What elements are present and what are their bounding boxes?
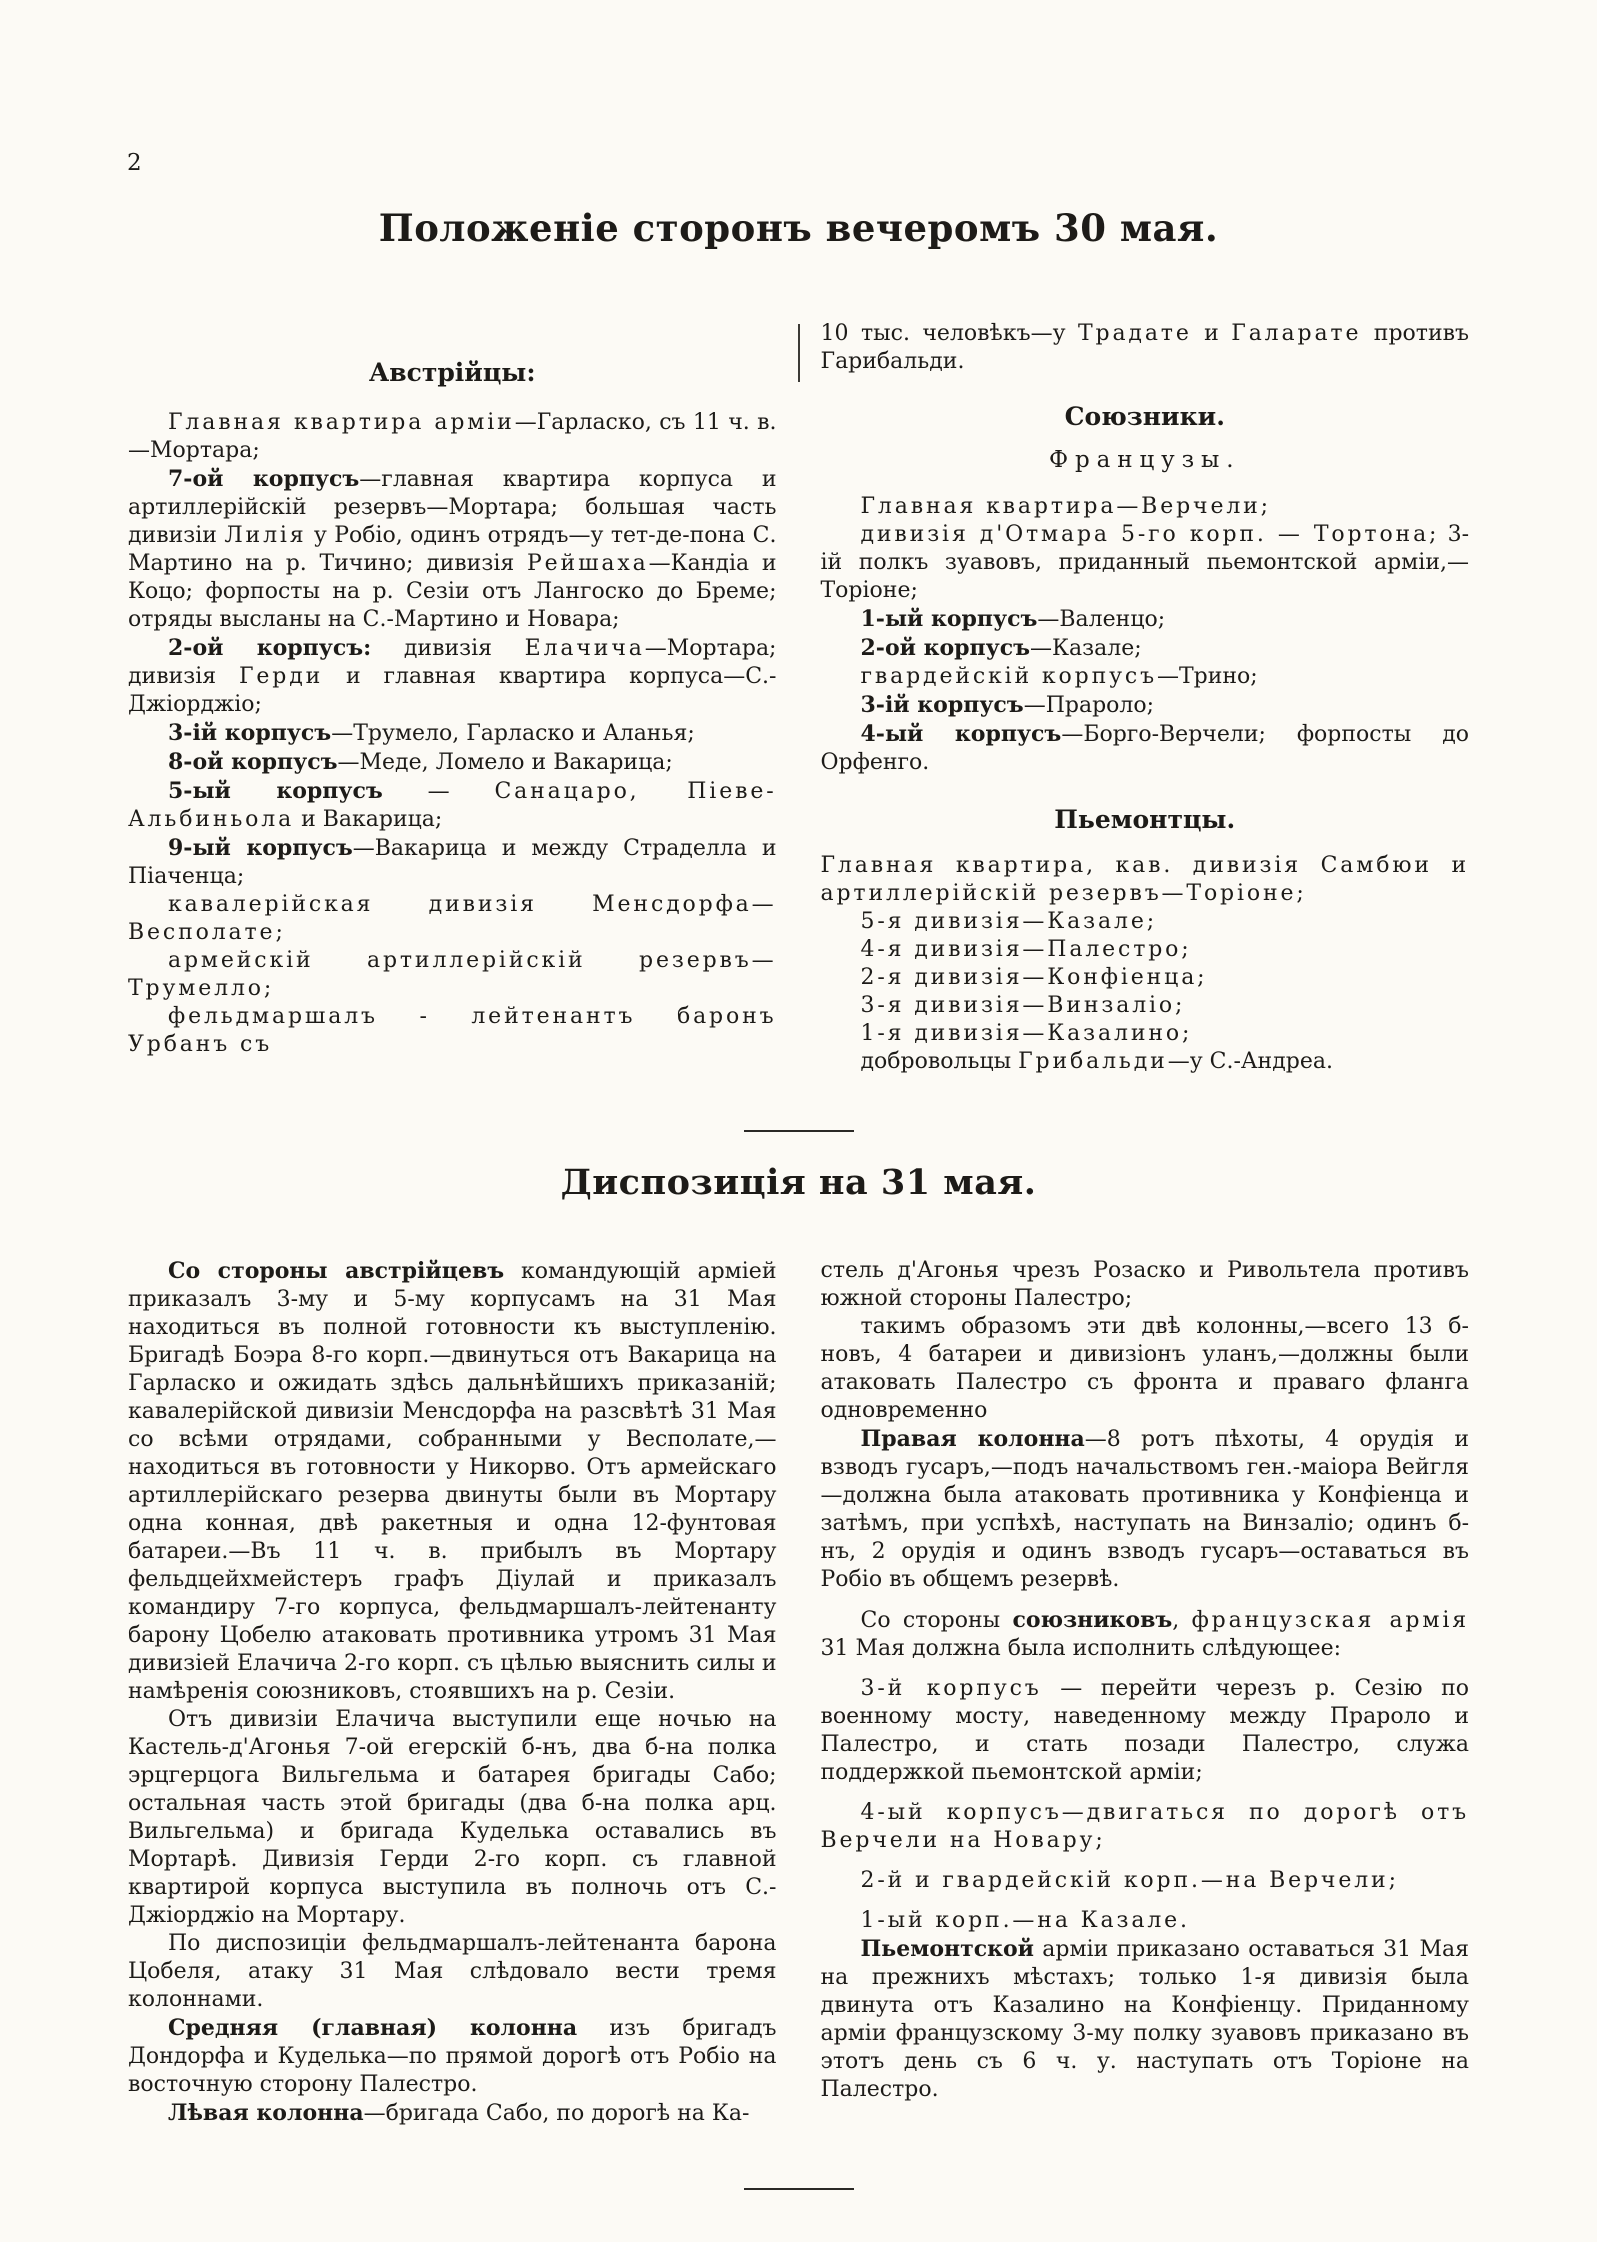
paragraph xyxy=(128,834,777,891)
text-segment: 9-ый корпусъ xyxy=(168,835,353,861)
column-rule xyxy=(798,324,800,382)
text-segment: Лѣвая колонна xyxy=(168,2100,364,2126)
paragraph xyxy=(821,992,1470,1020)
text-segment: 2-я дивизія—Конфіенца; xyxy=(860,965,1208,990)
text-segment: Санацаро, Піеве-Альбиньола xyxy=(128,779,777,832)
text-segment: противъ Гарибальди. xyxy=(820,321,1469,374)
section-divider-rule xyxy=(744,1130,854,1132)
section1-left-column xyxy=(128,320,777,1076)
paragraph xyxy=(821,1020,1470,1048)
text-segment: 5-ый корпусъ xyxy=(168,778,383,804)
text-segment: изъ бригадъ Дондорфа и Куделька—по прямой дорогѣ отъ Робіо на восточную сторону Палестро. xyxy=(128,2016,777,2097)
text-segment: арміи приказано оставаться 31 Мая на прежнихъ мѣстахъ; только 1-я дивизія была двинута отъ Казалино на Конфіенцу. Приданному арміи французскому 3-му полку зуавовъ приказано въ этотъ день съ 6 ч. у. наступать отъ Торіоне на Палестро. xyxy=(820,1937,1469,2102)
text-segment: Елачича xyxy=(524,636,645,661)
text-segment: По диспозиціи фельдмаршалъ-лейтенанта барона Цобеля, атаку 31 Мая слѣдовало вести тремя колоннами. xyxy=(128,1931,777,2012)
text-segment: 3-ій корпусъ xyxy=(168,720,332,746)
text-segment: —Вакарица и между Страделла и Піаченца; xyxy=(128,836,777,889)
section2-left-column xyxy=(128,1257,777,2128)
paragraph xyxy=(128,777,777,834)
text-segment: 3-я дивизія—Винзаліо; xyxy=(860,993,1186,1018)
text-segment: кавалерійская дивизія Менсдорфа—Весполате; xyxy=(128,892,777,945)
paragraph xyxy=(821,852,1470,908)
section2-columns xyxy=(128,1257,1469,2128)
paragraph xyxy=(128,465,777,634)
paragraph xyxy=(821,634,1470,663)
paragraph xyxy=(128,634,777,719)
paragraph xyxy=(128,409,777,465)
text-segment: 3-й корпусъ xyxy=(860,1676,1042,1701)
text-segment: гвардейскій корпусъ xyxy=(860,664,1157,689)
text-segment: —Мортара; дивизія xyxy=(128,636,777,689)
text-segment: —Валенцо; xyxy=(1037,607,1166,632)
text-segment: Традате xyxy=(1077,321,1192,346)
paragraph xyxy=(128,947,777,1003)
paragraph xyxy=(821,964,1470,992)
text-segment: —бригада Сабо, по дорогѣ на Ка- xyxy=(363,2101,750,2126)
text-segment: 2-ой корпусъ xyxy=(860,635,1030,661)
piedmont-paragraphs xyxy=(821,852,1470,1076)
text-segment: —у С.-Андреа. xyxy=(1167,1049,1333,1074)
allies-heading: Союзники. xyxy=(1064,402,1225,431)
paragraph xyxy=(821,320,1470,376)
text-segment: —Трино; xyxy=(1156,664,1258,689)
text-segment: 3-ій полкъ зуавовъ, приданный пьемонтской арміи,—Торіоне; xyxy=(820,522,1469,603)
text-segment: 2-й и гвардейскій корп.—на Верчели; xyxy=(860,1868,1399,1893)
paragraph xyxy=(821,720,1470,777)
text-segment: французская армія xyxy=(1191,1608,1469,1633)
text-segment: 4-я дивизія—Палестро; xyxy=(860,937,1192,962)
text-segment: —Казале; xyxy=(1030,636,1142,661)
french-heading: Французы. xyxy=(1049,447,1241,473)
paragraph xyxy=(128,1930,777,2014)
text-segment: и Вакарица; xyxy=(294,807,443,832)
text-segment: 4-ый корпусъ xyxy=(860,721,1062,747)
text-segment: фельдмаршалъ - лейтенантъ баронъ Урбанъ съ xyxy=(128,1004,777,1057)
text-segment: Лилія xyxy=(224,523,307,548)
paragraph xyxy=(821,1606,1470,1663)
paragraph xyxy=(128,1706,777,1930)
text-segment: —8 ротъ пѣхоты, 4 орудія и взводъ гусаръ,—подъ начальствомъ ген.-маіора Вейгля—должна была атаковать противника у Конфіенца и затѣмъ, при успѣхѣ, наступать на Винзаліо; одинъ б-нъ, 2 орудія и одинъ взводъ гусаръ—оставаться въ Робіо въ общемъ резервѣ. xyxy=(820,1427,1469,1592)
text-segment: — xyxy=(382,779,495,804)
paragraph xyxy=(821,1799,1470,1855)
disposition-right-paragraphs xyxy=(821,1257,1470,2104)
paragraph xyxy=(128,2014,777,2099)
text-segment: Главная квартира—Верчели; xyxy=(860,494,1271,519)
paragraph xyxy=(821,493,1470,521)
text-segment: у Робіо, одинъ отрядъ—у тет-де-пона С. Мартино на р. Тичино; дивизія xyxy=(128,523,777,576)
text-segment: Главная квартира, кав. дивизія Самбюи и артиллерійскій резервъ—Торіоне; xyxy=(820,853,1469,906)
section1-right-column xyxy=(821,320,1470,1076)
paragraph xyxy=(128,748,777,777)
paragraph xyxy=(821,521,1470,605)
text-segment: Правая колонна xyxy=(860,1426,1085,1452)
text-segment: — перейти черезъ р. Сезію по военному мосту, наведенному между Прароло и Палестро, и стать позади Палестро, служа поддержкой пьемонтской арміи; xyxy=(820,1676,1469,1785)
text-segment: , xyxy=(1172,1608,1192,1633)
paragraph xyxy=(821,1048,1470,1076)
disposition-left-paragraphs xyxy=(128,1257,777,2128)
text-segment: дивизія xyxy=(371,636,525,661)
text-segment: —Кандіа и Коцо; форпосты на р. Сезіи отъ Лангоско до Бреме; отряды высланы на С.-Мартино и Новара; xyxy=(128,551,777,632)
paragraph xyxy=(128,891,777,947)
text-segment: армейскій артиллерійскій резервъ—Трумелло; xyxy=(128,948,777,1001)
austrians-paragraphs xyxy=(128,409,777,1059)
text-segment: —Меде, Ломело и Вакарица; xyxy=(337,750,673,775)
paragraph xyxy=(128,719,777,748)
paragraph xyxy=(821,605,1470,634)
piedmont-heading: Пьемонтцы. xyxy=(1054,805,1236,834)
text-segment: Со стороны xyxy=(860,1608,1013,1633)
text-segment: Грибальди xyxy=(1018,1049,1168,1074)
text-segment: Отъ дивизіи Елачича выступили еще ночью на Кастель-д'Агонья 7-ой егерскій б-нъ, два б-на полка эрцгерцога Вильгельма и батарея бригады Сабо; остальная часть этой бригады (два б-на полка арц. Вильгельма) и бригада Куделька оставались въ Мортарѣ. Дивизія Герди 2-го корп. съ главной квартирой корпуса выступила въ полночь отъ С.-Джіорджіо на Мортару. xyxy=(128,1707,777,1928)
text-segment: Главная квартира арміи xyxy=(168,410,515,435)
text-segment: —Трумело, Гарласко и Аланья; xyxy=(331,721,695,746)
text-segment: и главная квартира корпуса—С.-Джіорджіо; xyxy=(128,664,777,717)
paragraph xyxy=(821,1313,1470,1425)
text-segment: Рейшаха xyxy=(527,551,649,576)
text-segment: командующій арміей приказалъ 3-му и 5-му корпусамъ на 31 Мая находиться въ полной готовности къ выступленію. Бригадѣ Боэра 8-го корп.—двинуться отъ Вакарица на Гарласко и ожидать здѣсь дальнѣйшихъ приказаній; кавалерійской дивизіи Менсдорфа на разсвѣтѣ 31 Мая со всѣми отрядами, собранными у Весполате,—находиться въ готовности у Никорво. Отъ армейскаго артиллерійскаго резерва двинуты были въ Мортару одна конная, двѣ ракетныя и одна 12-фунтовая батареи.—Въ 11 ч. в. прибылъ въ Мортару фельдцейхмейстеръ графъ Діулай и приказалъ командиру 7-го корпуса, фельдмаршалъ-лейтенанту барону Цобелю атаковать противника утромъ 31 Мая дивизіей Елачича 2-го корп. съ цѣлью выяснить силы и намѣренія союзниковъ, стоявшихъ на р. Сезіи. xyxy=(128,1259,777,1704)
paragraph xyxy=(821,936,1470,964)
paragraph xyxy=(128,1257,777,1706)
continuation-paragraphs xyxy=(821,320,1470,376)
text-segment: Герди xyxy=(238,664,324,689)
text-segment: 3-ій корпусъ xyxy=(860,692,1024,718)
text-segment: Средняя (главная) колонна xyxy=(168,2015,578,2041)
text-segment: 1-ый корпусъ xyxy=(860,606,1038,632)
text-segment: дивизія д'Отмара 5-го корп. — Тортона; xyxy=(860,522,1440,547)
text-segment: —Гарласко, съ 11 ч. в.—Мортара; xyxy=(128,410,777,463)
text-segment: 10 тыс. человѣкъ—у xyxy=(820,321,1078,346)
section2-right-column xyxy=(821,1257,1470,2128)
page-number: 2 xyxy=(127,150,142,176)
paragraph xyxy=(821,1935,1470,2104)
text-segment: 31 Мая должна была исполнить слѣдующее: xyxy=(820,1636,1342,1661)
text-segment: 4-ый корпусъ—двигаться по дорогѣ отъ Верчели на Новару; xyxy=(820,1800,1469,1853)
text-segment: —Борго-Верчели; форпосты до Орфенго. xyxy=(820,722,1469,775)
text-segment: Галарате xyxy=(1231,321,1362,346)
end-divider-rule xyxy=(744,2188,854,2190)
section1-title: Положеніе сторонъ вечеромъ 30 мая. xyxy=(378,206,1219,250)
paragraph xyxy=(128,2099,777,2128)
text-segment: 7-ой корпусъ xyxy=(168,466,360,492)
section2-title: Диспозиція на 31 мая. xyxy=(560,1162,1037,1203)
text-segment: добровольцы xyxy=(860,1049,1019,1074)
text-segment: стель д'Агонья чрезъ Розаско и Ривольтела противъ южной стороны Палестро; xyxy=(820,1258,1469,1311)
text-segment: —Прароло; xyxy=(1023,693,1155,718)
paragraph xyxy=(821,1425,1470,1594)
paragraph xyxy=(821,1257,1470,1313)
text-segment: 1-я дивизія—Казалино; xyxy=(860,1021,1193,1046)
text-segment: 2-ой корпусъ: xyxy=(168,635,372,661)
text-segment: союзниковъ xyxy=(1012,1607,1173,1633)
french-paragraphs xyxy=(821,493,1470,777)
paragraph xyxy=(128,1003,777,1059)
section1-columns xyxy=(128,320,1469,1076)
paragraph xyxy=(821,1867,1470,1895)
text-segment: —главная квартира корпуса и артиллерійскій резервъ—Мортара; большая часть дивизіи xyxy=(128,467,777,548)
paragraph xyxy=(821,1907,1470,1935)
paragraph xyxy=(821,908,1470,936)
paragraph xyxy=(821,1675,1470,1787)
text-segment: 1-ый корп.—на Казале. xyxy=(860,1908,1190,1933)
text-segment: 5-я дивизія—Казале; xyxy=(860,909,1157,934)
paragraph xyxy=(821,691,1470,720)
paragraph xyxy=(821,663,1470,691)
text-segment: Пьемонтской xyxy=(860,1936,1034,1962)
text-segment: такимъ образомъ эти двѣ колонны,—всего 13 б-новъ, 4 батареи и дивизіонъ уланъ,—должны были атаковать Палестро съ фронта и праваго фланга одновременно xyxy=(820,1314,1469,1423)
austrians-heading: Австрійцы: xyxy=(368,358,536,387)
text-segment: и xyxy=(1191,321,1232,346)
text-segment: 8-ой корпусъ xyxy=(168,749,338,775)
text-segment: Со стороны австрійцевъ xyxy=(168,1258,505,1284)
